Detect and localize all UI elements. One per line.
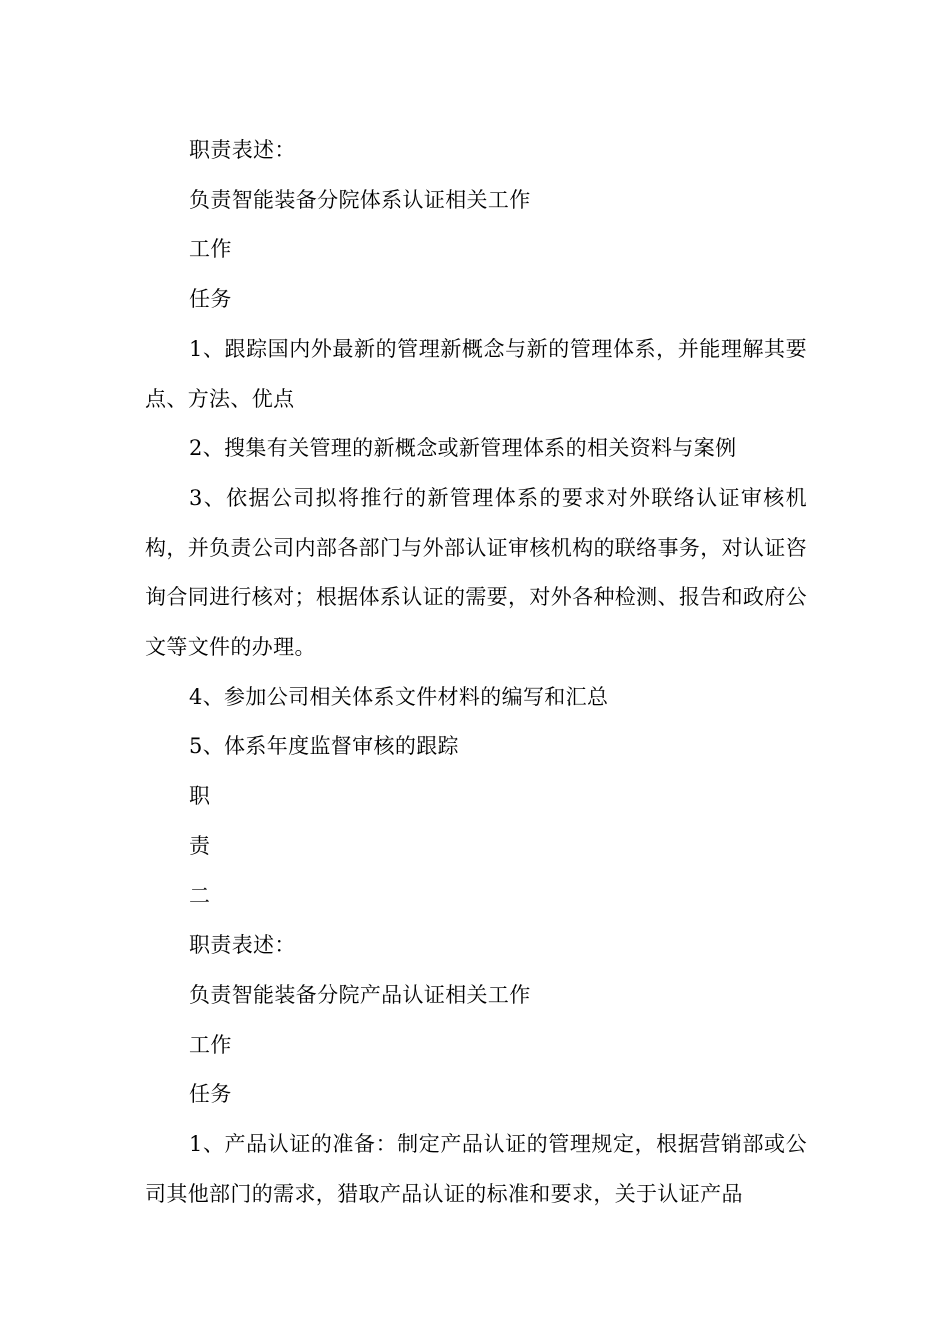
paragraph-task-1-3: 3、依据公司拟将推行的新管理体系的要求对外联络认证审核机构，并负责公司内部各部门与外部认证审核机构的联络事务，对认证咨询合同进行核对；根据体系认证的需要，对外各种检测、报告和政府公文等文件的办理。 [145, 485, 807, 660]
paragraph-task-1-1: 1、跟踪国内外最新的管理新概念与新的管理体系，并能理解其要点、方法、优点 [145, 336, 807, 411]
paragraph-task-1-4: 4、参加公司相关体系文件材料的编写和汇总 [189, 684, 609, 709]
paragraph-task-1-2: 2、搜集有关管理的新概念或新管理体系的相关资料与案例 [189, 436, 737, 461]
paragraph-task-label-2: 任务 [189, 1082, 232, 1107]
paragraph-task-label-1: 任务 [189, 287, 232, 312]
paragraph-duty-description-2: 负责智能装备分院产品认证相关工作 [189, 982, 531, 1007]
paragraph-duty-statement-1: 职责表述： [189, 138, 296, 162]
paragraph-work-label-1: 工作 [189, 237, 232, 262]
paragraph-work-label-2: 工作 [189, 1032, 232, 1057]
paragraph-heading-char-3: 二 [189, 883, 211, 908]
paragraph-task-1-5: 5、体系年度监督审核的跟踪 [189, 734, 459, 759]
paragraph-heading-char-2: 责 [189, 833, 211, 858]
paragraph-duty-statement-2: 职责表述： [189, 933, 296, 958]
paragraph-heading-char-1: 职 [189, 784, 211, 809]
document-body [145, 126, 807, 1219]
paragraph-task-2-1: 1、产品认证的准备：制定产品认证的管理规定，根据营销部或公司其他部门的需求，猎取产品认证的标准和要求，关于认证产品 [145, 1132, 807, 1206]
paragraph-duty-description-1: 负责智能装备分院体系认证相关工作 [189, 187, 531, 212]
